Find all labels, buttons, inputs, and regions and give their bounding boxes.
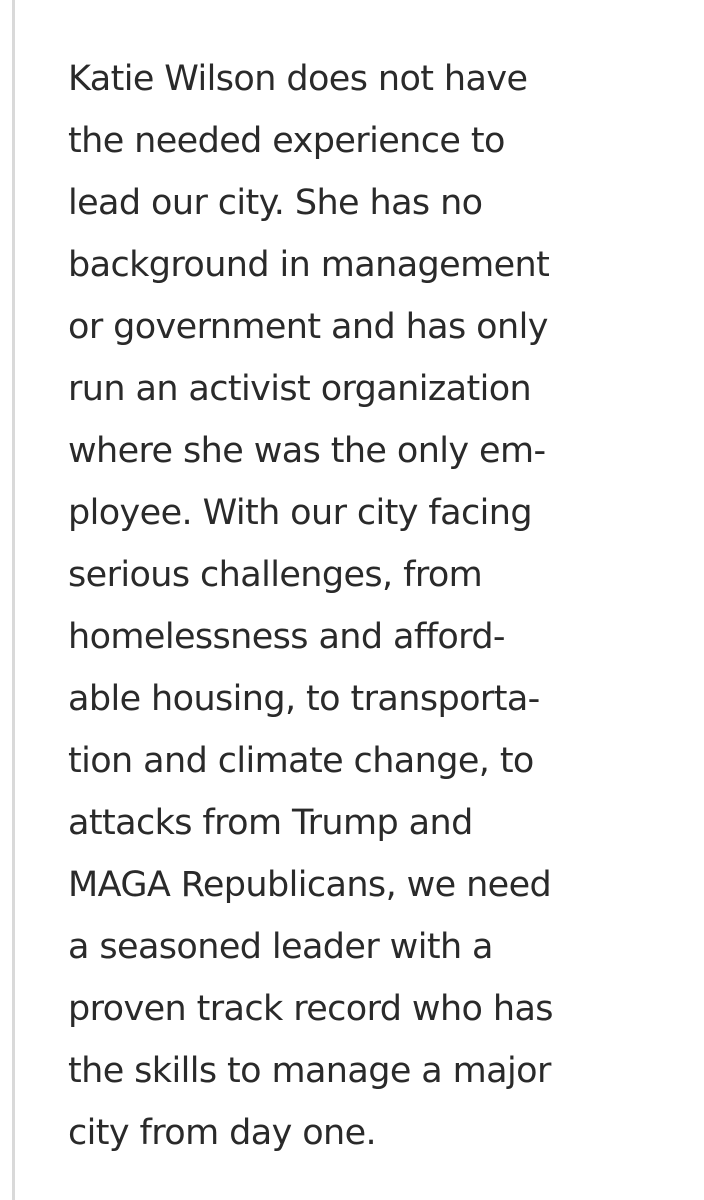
- paragraph-line: the needed experience to: [68, 121, 505, 161]
- paragraph-line: lead our city. She has no: [68, 183, 483, 223]
- paragraph-line: MAGA Republicans, we need: [68, 865, 552, 905]
- article-paragraph: [68, 48, 553, 1164]
- paragraph-line: the skills to manage a major: [68, 1051, 551, 1091]
- paragraph-line: or government and has only: [68, 307, 548, 347]
- paragraph-line: homelessness and afford-: [68, 617, 505, 657]
- paragraph-line: proven track record who has: [68, 989, 553, 1029]
- paragraph-line: run an activist organization: [68, 369, 532, 409]
- paragraph-line: tion and climate change, to: [68, 741, 534, 781]
- paragraph-line: Katie Wilson does not have: [68, 59, 528, 99]
- paragraph-line: able housing, to transporta-: [68, 679, 540, 719]
- paragraph-line: ployee. With our city facing: [68, 493, 532, 533]
- paragraph-line: background in management: [68, 245, 550, 285]
- paragraph-line: a seasoned leader with a: [68, 927, 493, 967]
- paragraph-line: where she was the only em-: [68, 431, 546, 471]
- quote-left-border: [12, 0, 15, 1200]
- paragraph-line: city from day one.: [68, 1113, 377, 1153]
- paragraph-line: serious challenges, from: [68, 555, 483, 595]
- paragraph-line: attacks from Trump and: [68, 803, 473, 843]
